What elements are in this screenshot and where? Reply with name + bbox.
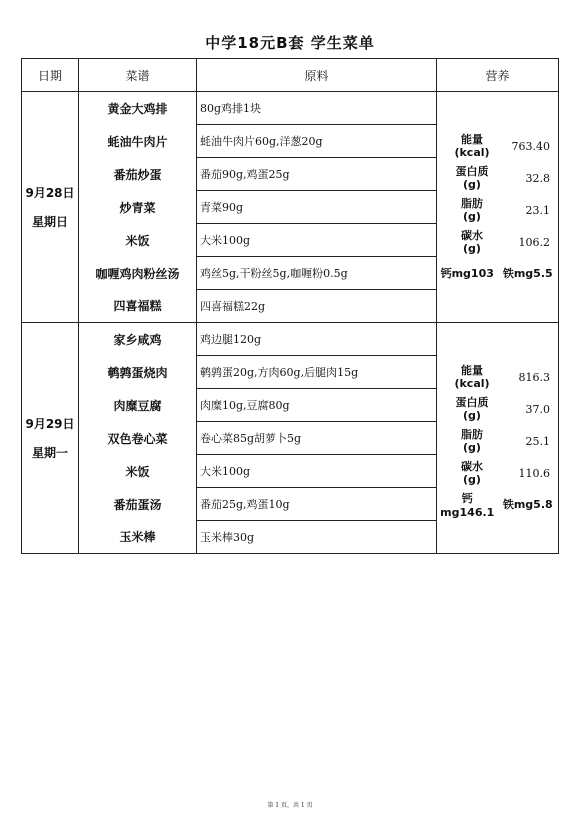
ingredients-cell: 肉糜10g,豆腐80g	[197, 389, 437, 422]
nutrient-name: 蛋白质	[455, 396, 489, 409]
nutrition-label	[437, 460, 507, 486]
table-row	[22, 92, 559, 125]
weekday-label: 星期日	[31, 215, 68, 229]
nutrition-row	[437, 457, 558, 489]
calcium-value: 钙mg103	[440, 267, 494, 280]
nutrient-value: 37.0	[525, 402, 550, 416]
nutrition-label	[437, 165, 507, 191]
dish-name: 鹌鹑蛋烧肉	[79, 356, 197, 389]
nutrition-label	[437, 428, 507, 454]
ingredients-cell: 玉米棒30g	[197, 521, 437, 554]
nutrition-row	[437, 425, 558, 457]
nutrition-cell	[437, 92, 559, 323]
header-row	[22, 59, 559, 92]
header-ingredients: 原料	[197, 59, 437, 92]
nutrition-row	[437, 393, 558, 425]
dish-name: 玉米棒	[79, 521, 197, 554]
nutrient-name: 能量	[461, 364, 483, 377]
date-label: 9月28日	[25, 186, 75, 200]
date-cell	[22, 323, 79, 554]
date-label: 9月29日	[25, 417, 75, 431]
dish-name: 双色卷心菜	[79, 422, 197, 455]
header-date: 日期	[22, 59, 79, 92]
table-row	[22, 323, 559, 356]
nutrition-row	[437, 226, 558, 258]
iron-value: 铁mg5.5	[502, 267, 553, 280]
nutrient-unit: (kcal)	[454, 146, 490, 159]
ingredients-cell: 大米100g	[197, 455, 437, 488]
nutrient-name: 能量	[461, 133, 483, 146]
nutrition-cell	[437, 323, 559, 554]
nutrient-value: 816.3	[518, 370, 550, 384]
minerals-row	[437, 258, 558, 288]
dish-name: 米饭	[79, 455, 197, 488]
nutrient-name: 碳水	[461, 229, 483, 242]
weekday-label: 星期一	[31, 446, 68, 460]
nutrient-name: 脂肪	[461, 428, 483, 441]
nutrient-name: 碳水	[461, 460, 483, 473]
date-cell	[22, 92, 79, 323]
nutrient-value: 23.1	[525, 203, 550, 217]
nutrient-unit: (kcal)	[454, 377, 490, 390]
ingredients-cell: 番茄90g,鸡蛋25g	[197, 158, 437, 191]
nutrient-unit: (g)	[463, 178, 481, 191]
dish-name: 蚝油牛肉片	[79, 125, 197, 158]
ingredients-cell: 鹌鹑蛋20g,方肉60g,后腿肉15g	[197, 356, 437, 389]
ingredients-cell: 鸡丝5g,干粉丝5g,咖喱粉0.5g	[197, 257, 437, 290]
nutrient-value: 110.6	[518, 466, 550, 480]
nutrition-row	[437, 194, 558, 226]
nutrient-unit: (g)	[463, 473, 481, 486]
nutrient-unit: (g)	[463, 242, 481, 255]
ingredients-cell: 四喜福糕22g	[197, 290, 437, 323]
nutrient-value: 32.8	[525, 171, 550, 185]
ingredients-cell: 鸡边腿120g	[197, 323, 437, 356]
nutrition-row	[437, 162, 558, 194]
page-footer: 第 1 页，共 1 页	[267, 802, 313, 809]
ingredients-cell: 蚝油牛肉片60g,洋葱20g	[197, 125, 437, 158]
ingredients-cell: 青菜90g	[197, 191, 437, 224]
nutrient-unit: (g)	[463, 210, 481, 223]
header-nutrition: 营养	[437, 59, 559, 92]
dish-name: 番茄炒蛋	[79, 158, 197, 191]
nutrition-label	[437, 396, 507, 422]
dish-name: 炒青菜	[79, 191, 197, 224]
nutrient-unit: (g)	[463, 441, 481, 454]
nutrition-label	[437, 364, 507, 390]
dish-name: 四喜福糕	[79, 290, 197, 323]
nutrition-label	[437, 133, 507, 159]
ingredients-cell: 番茄25g,鸡蛋10g	[197, 488, 437, 521]
dish-name: 米饭	[79, 224, 197, 257]
menu-table	[21, 58, 559, 554]
nutrient-value: 106.2	[518, 235, 550, 249]
dish-name: 咖喱鸡肉粉丝汤	[79, 257, 197, 290]
dish-name: 肉糜豆腐	[79, 389, 197, 422]
nutrient-value: 25.1	[525, 434, 550, 448]
nutrition-row	[437, 361, 558, 393]
nutrient-unit: (g)	[463, 409, 481, 422]
dish-name: 家乡咸鸡	[79, 323, 197, 356]
nutrient-name: 蛋白质	[455, 165, 489, 178]
nutrient-name: 脂肪	[461, 197, 483, 210]
nutrition-label	[437, 229, 507, 255]
dish-name: 番茄蛋汤	[79, 488, 197, 521]
nutrient-value: 763.40	[511, 139, 550, 153]
nutrition-row	[437, 130, 558, 162]
ingredients-cell: 卷心菜85g胡萝卜5g	[197, 422, 437, 455]
ingredients-cell: 大米100g	[197, 224, 437, 257]
minerals-row	[437, 489, 558, 519]
header-dish: 菜谱	[79, 59, 197, 92]
ingredients-cell: 80g鸡排1块	[197, 92, 437, 125]
dish-name: 黄金大鸡排	[79, 92, 197, 125]
calcium-value: 钙mg146.1	[440, 491, 495, 519]
nutrition-label	[437, 197, 507, 223]
page-title: 中学18元B套 学生菜单	[205, 34, 375, 52]
iron-value: 铁mg5.8	[502, 498, 553, 511]
